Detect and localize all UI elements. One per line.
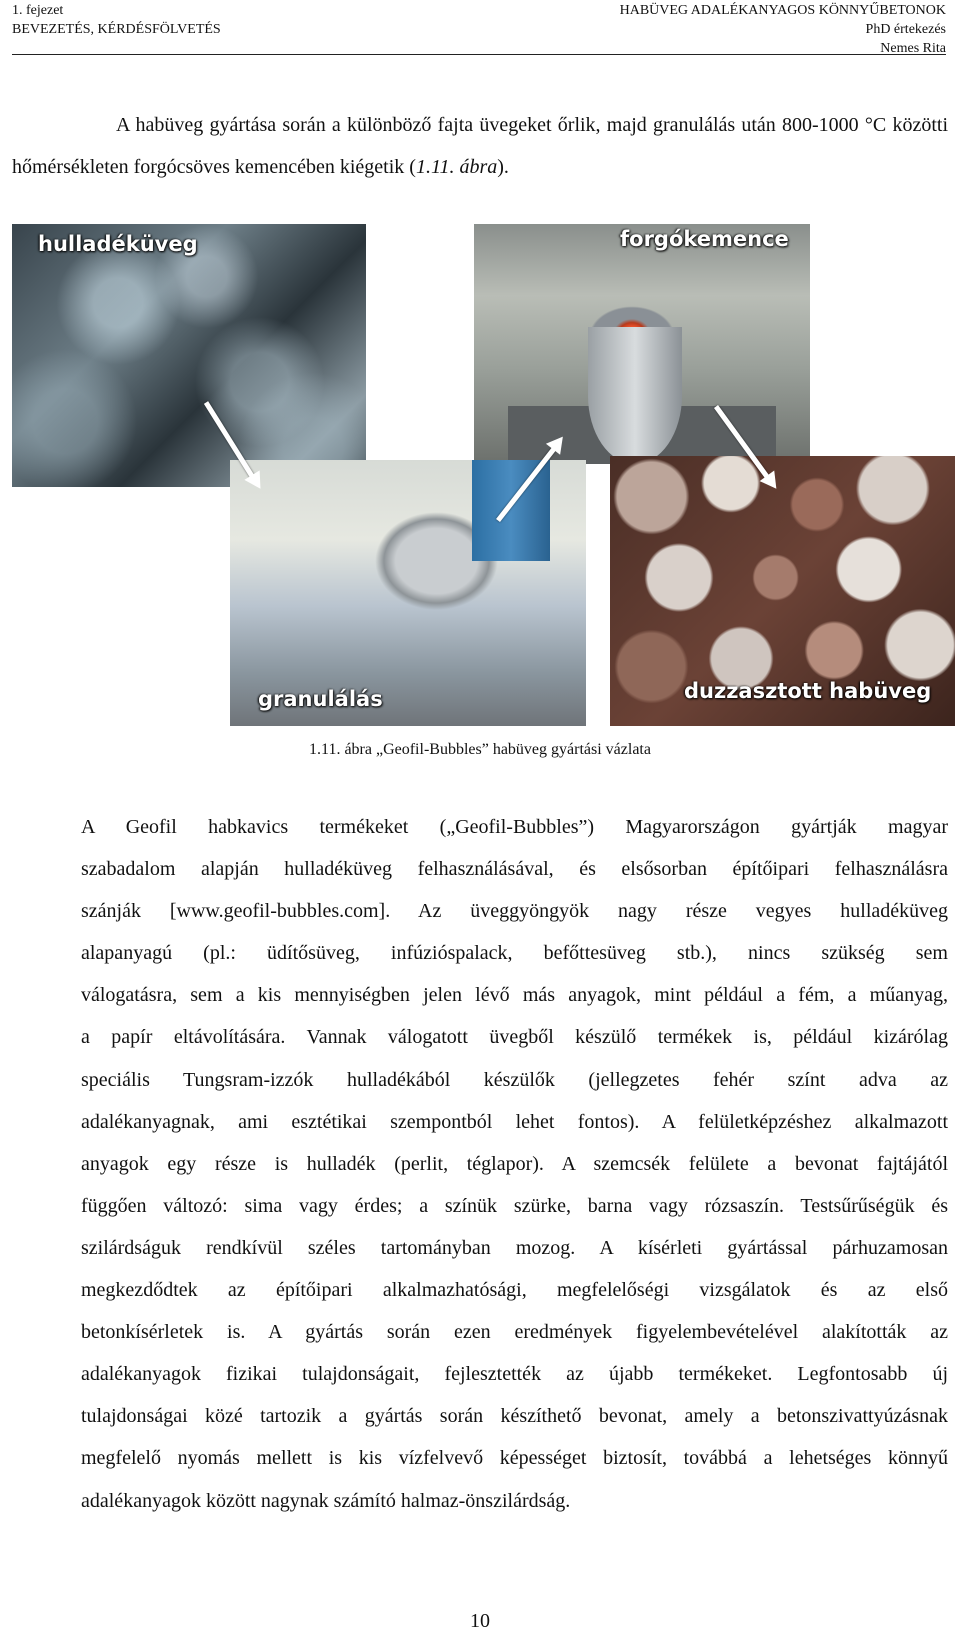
author-name: Nemes Rita [880,41,946,56]
blue-hopper [472,460,550,561]
label-granulation: granulálás [258,687,383,711]
running-header [12,0,946,55]
body-line: szilárdságuk rendkívül széles tartományban mozog. A kísérleti gyártással párhuzamosan [81,1236,948,1259]
body-line: anyagok egy része is hulladék (perlit, téglapor). A szemcsék felülete a bevonat fajtájától [81,1152,948,1175]
body-line: tulajdonságai közé tartozik a gyártás során készíthető bevonat, amely a betonszivattyúzásnak [81,1405,948,1428]
body-line: megkezdődtek az építőipari alkalmazhatósági, megfelelőségi vizsgálatok és az első [81,1279,948,1302]
body-line: válogatásra, sem a kis mennyiségben jelen lévő más anyagok, mint például a fém, a műanyag, [81,984,948,1007]
thesis-title: HABÜVEG ADALÉKANYAGOS KÖNNYŰBETONOK [619,3,946,18]
body-line: alapanyagú (pl.: üdítősüveg, infúzióspalack, befőttesüveg stb.), nincs szükség sem [81,942,948,965]
photo-granulation [230,460,586,726]
body-line: adalékanyagok fizikai tulajdonságait, fejlesztették az újabb termékeket. Legfontosabb új [81,1363,948,1386]
body-line: adalékanyagnak, ami esztétikai szempontból lehet fontos). A felületképzéshez alkalmazott [81,1110,948,1133]
intro-text: A habüveg gyártása során a különböző fajta üvegeket őrlik, majd granulálás után 800-1000 °C közötti hőmérsékleten forgócsöves kemencében kiégetik ( [12,114,948,178]
figure-reference: 1.11. ábra [415,156,498,178]
body-line: adalékanyagok között nagynak számító halmaz-önszilárdság. [81,1489,571,1512]
figure-production-scheme [0,222,960,742]
body-line: betonkísérletek is. A gyártás során ezen eredmények figyelembevételével alakították az [81,1321,948,1344]
photo-waste-glass [12,224,366,487]
header-right [620,1,946,58]
header-left [12,1,221,39]
kiln-hood [588,327,682,464]
body-line: a papír eltávolítására. Vannak válogatott üvegből készülő termékek is, például kizárólag [81,1026,948,1049]
body-line: szánják [www.geofil-bubbles.com]. Az üveggyöngyök nagy része vegyes hulladéküveg [81,900,948,923]
photo-rotary-kiln [474,224,810,464]
body-line: megfelelő nyomás mellett is kis vízfelvevő képességet biztosít, továbbá a lehetséges könnyű [81,1447,948,1470]
thesis-type: PhD értekezés [865,22,946,37]
intro-text-end: ). [497,156,509,178]
body-paragraph [12,806,948,1522]
page-number: 10 [470,1610,490,1632]
label-expanded-glass: duzzasztott habüveg [684,679,932,703]
label-waste-glass: hulladéküveg [38,232,198,256]
label-rotary-kiln: forgókemence [620,227,789,251]
photo-expanded-glass [610,456,955,726]
body-line: speciális Tungsram-izzók hulladékából készülők (jellegzetes fehér színt adva az [81,1068,948,1091]
body-line: függően változó: sima vagy érdes; a színük szürke, barna vagy rózsaszín. Testsűrűségük és [81,1194,948,1217]
intro-paragraph [12,104,948,188]
body-line: A Geofil habkavics termékeket („Geofil-Bubbles”) Magyarországon gyártják magyar [81,816,948,838]
figure-caption: 1.11. ábra „Geofil-Bubbles” habüveg gyártási vázlata [309,741,651,758]
chapter-number: 1. fejezet [12,3,64,18]
chapter-title: BEVEZETÉS, KÉRDÉSFÖLVETÉS [12,22,221,37]
body-line: szabadalom alapján hulladéküveg felhasználásával, és elsősorban építőipari felhasználásra [81,858,948,881]
